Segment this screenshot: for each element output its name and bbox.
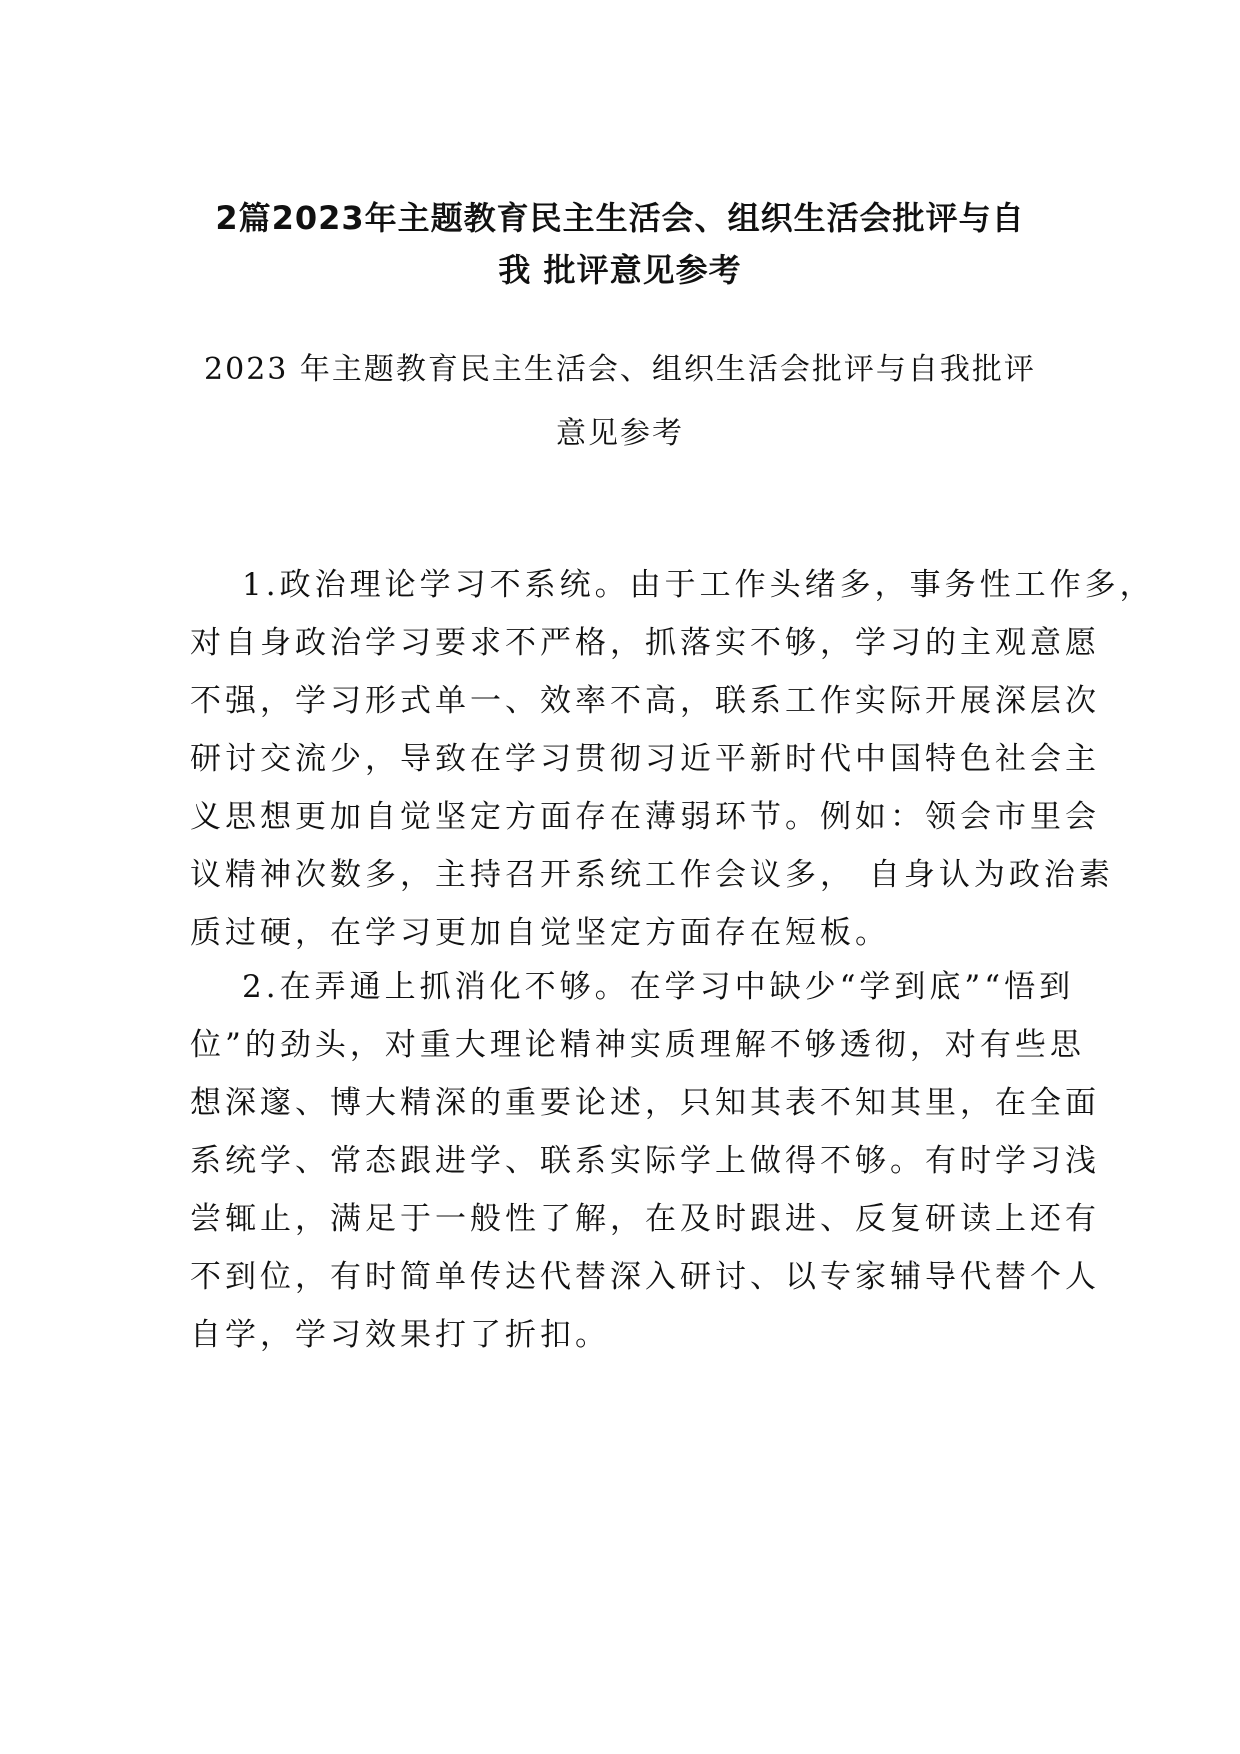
paragraph-line: 义思想更加自觉坚定方面存在薄弱环节。例如：领会市里会: [190, 799, 1100, 835]
document-subtitle: [150, 338, 1090, 466]
paragraph-line: 对自身政治学习要求不严格，抓落实不够，学习的主观意愿: [190, 625, 1100, 661]
paragraph-line: 想深邃、博大精深的重要论述，只知其表不知其里，在全面: [190, 1085, 1100, 1121]
paragraph-line: 系统学、常态跟进学、联系实际学上做得不够。有时学习浅: [190, 1143, 1100, 1179]
document-title: [190, 192, 1050, 296]
paragraph-line: 不强，学习形式单一、效率不高，联系工作实际开展深层次: [190, 683, 1100, 719]
paragraph-line: 研讨交流少，导致在学习贯彻习近平新时代中国特色社会主: [190, 741, 1100, 777]
subtitle-line: 2023 年主题教育民主生活会、组织生活会批评与自我批评: [204, 352, 1036, 387]
paragraph-line: 尝辄止，满足于一般性了解，在及时跟进、反复研读上还有: [190, 1201, 1100, 1237]
title-line: 2篇2023年主题教育民主生活会、组织生活会批评与自: [215, 199, 1025, 237]
paragraph-line: 质过硬，在学习更加自觉坚定方面存在短板。: [190, 915, 890, 951]
paragraph-line: 不到位，有时简单传达代替深入研讨、以专家辅导代替个人: [190, 1259, 1100, 1295]
paragraph-line: 议精神次数多，主持召开系统工作会议多， 自身认为政治素: [190, 857, 1114, 893]
subtitle-line: 意见参考: [556, 416, 684, 451]
paragraph-line: 2.在弄通上抓消化不够。在学习中缺少“学到底”“悟到: [242, 969, 1075, 1005]
paragraph-1: [190, 556, 1155, 962]
paragraph-line: 1.政治理论学习不系统。由于工作头绪多，事务性工作多，: [242, 567, 1155, 603]
title-line: 我 批评意见参考: [498, 251, 742, 289]
paragraph-line: 位”的劲头，对重大理论精神实质理解不够透彻，对有些思: [190, 1027, 1085, 1063]
paragraph-2: [190, 958, 1100, 1364]
paragraph-line: 自学，学习效果打了折扣。: [190, 1317, 610, 1353]
